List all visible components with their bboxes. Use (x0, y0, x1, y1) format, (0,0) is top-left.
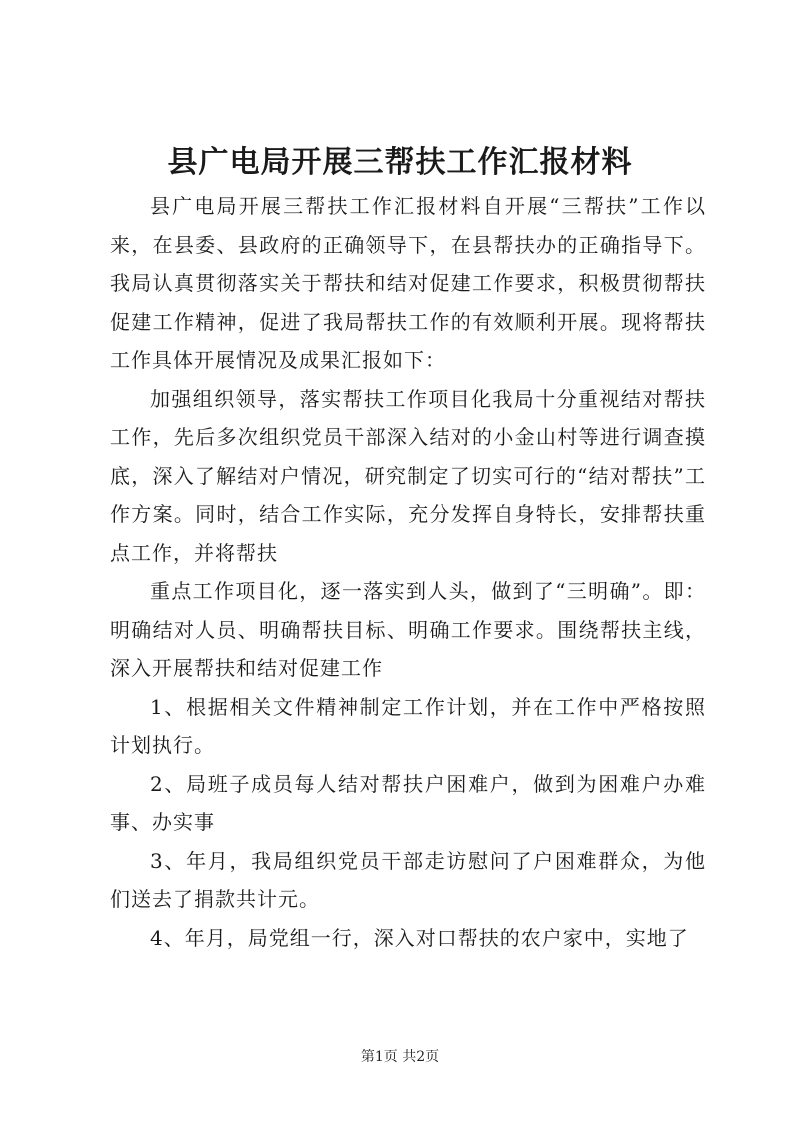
paragraph: 加强组织领导，落实帮扶工作项目化我局十分重视结对帮扶工作，先后多次组织党员干部深入结对的小金山村等进行调查摸底，深入了解结对户情况，研究制定了切实可行的“结对帮扶”工作方案。同时，结合工作实际，充分发挥自身特长，安排帮扶重点工作，并将帮扶 (110, 386, 706, 565)
document-body (110, 187, 706, 957)
paragraph: 县广电局开展三帮扶工作汇报材料自开展“三帮扶”工作以来，在县委、县政府的正确领导下，在县帮扶办的正确指导下。我局认真贯彻落实关于帮扶和结对促建工作要求，积极贯彻帮扶促建工作精神，促进了我局帮扶工作的有效顺利开展。现将帮扶工作具体开展情况及成果汇报如下： (110, 194, 706, 372)
paragraph: 4、年月，局党组一行，深入对口帮扶的农户家中，实地了 (150, 925, 689, 950)
document-title: 县广电局开展三帮扶工作汇报材料 (167, 145, 633, 180)
paragraph: 重点工作项目化，逐一落实到人头，做到了“三明确”。即：明确结对人员、明确帮扶目标、明确工作要求。围绕帮扶主线，深入开展帮扶和结对促建工作 (110, 579, 706, 680)
paragraph: 3、年月，我局组织党员干部走访慰问了户困难群众，为他们送去了捐款共计元。 (110, 848, 706, 911)
paragraph: 2、局班子成员每人结对帮扶户困难户，做到为困难户办难事、办实事 (110, 771, 706, 834)
paragraph: 1、根据相关文件精神制定工作计划，并在工作中严格按照计划执行。 (110, 694, 706, 757)
page-footer: 第1页 共2页 (360, 1049, 440, 1065)
